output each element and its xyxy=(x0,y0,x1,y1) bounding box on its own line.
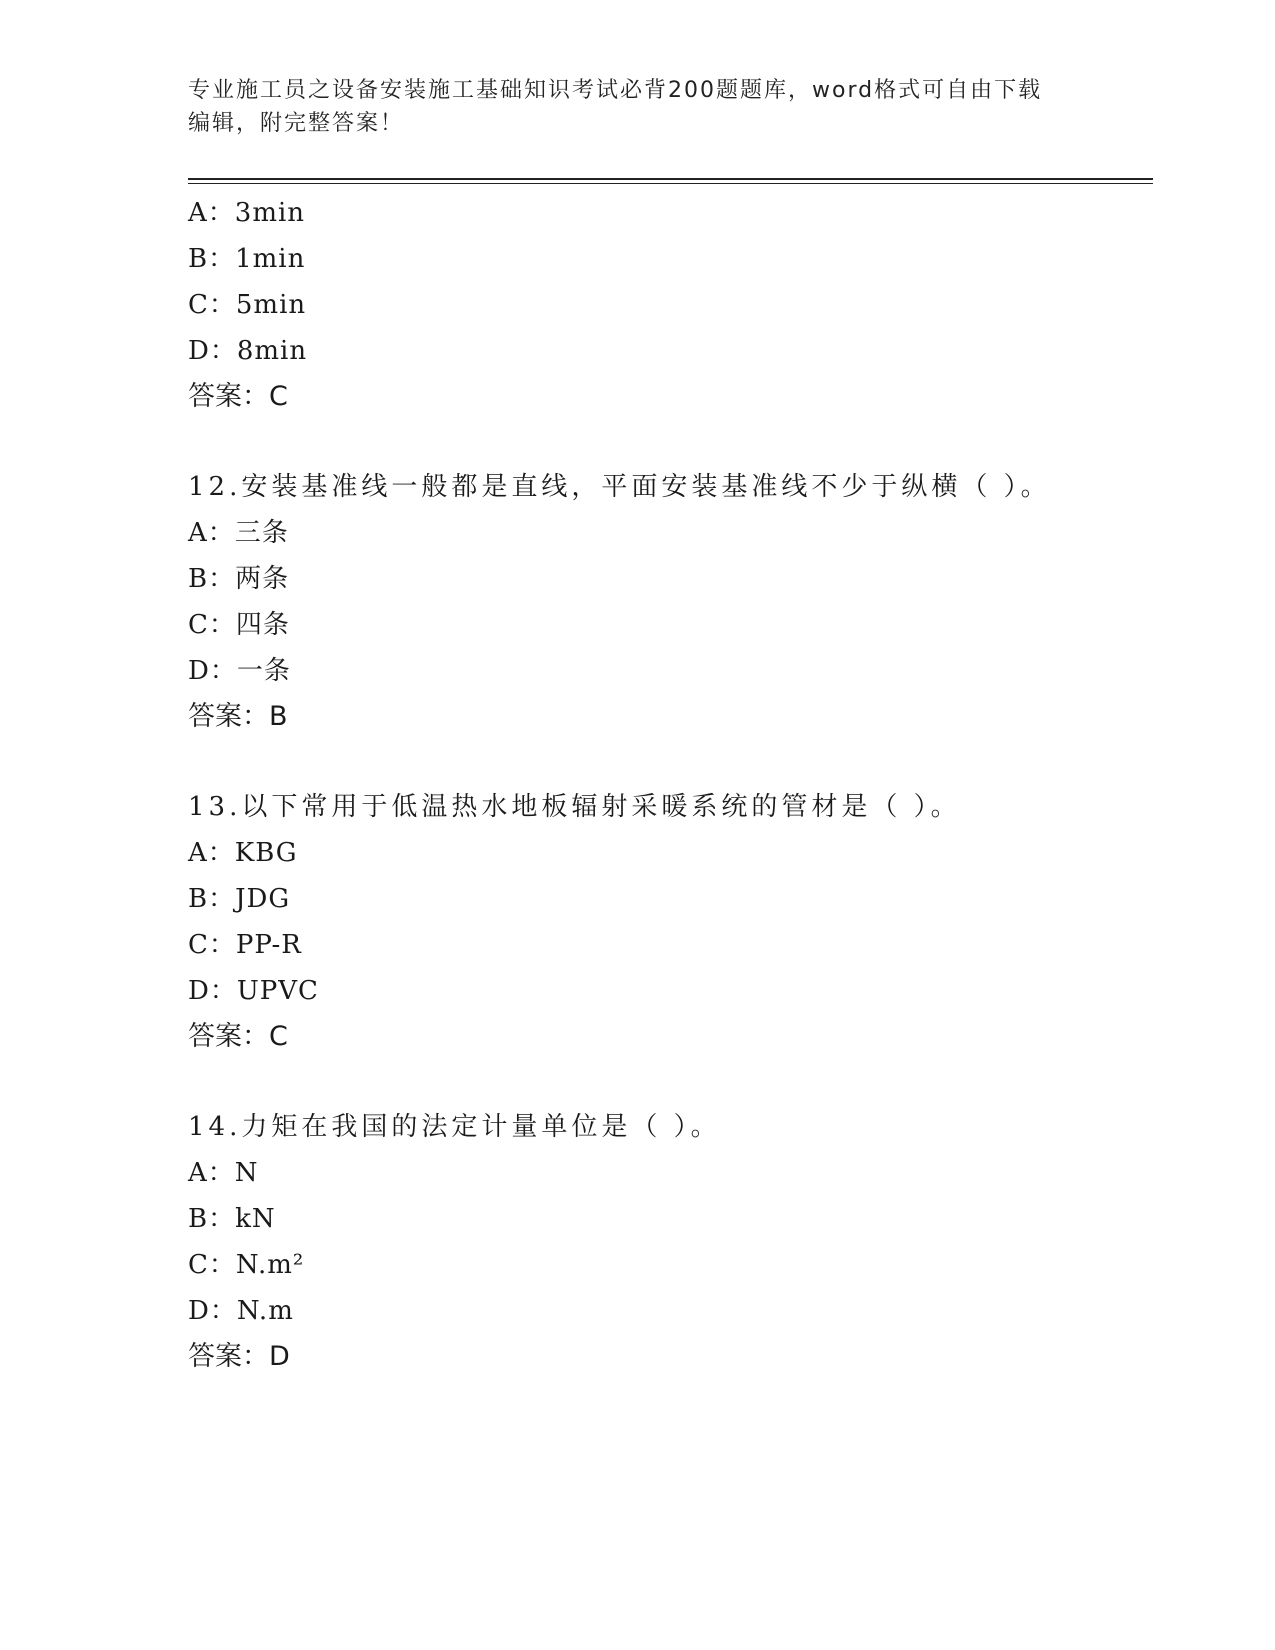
option-c: C：N.m² xyxy=(188,1250,305,1280)
question-list xyxy=(188,190,1148,1380)
option-b: B：两条 xyxy=(188,564,290,594)
option-d: D：UPVC xyxy=(188,976,319,1006)
answer-line: 答案：D xyxy=(188,1341,290,1372)
option-d: D：8min xyxy=(188,336,308,366)
option-a: A：KBG xyxy=(188,838,298,868)
option-b: B：kN xyxy=(188,1204,276,1234)
document-header xyxy=(188,74,1088,140)
option-b: B：1min xyxy=(188,244,306,274)
question-12 xyxy=(188,464,1148,740)
answer-line: 答案：C xyxy=(188,1021,288,1052)
option-c: C：PP-R xyxy=(188,930,302,960)
option-a: A：三条 xyxy=(188,518,289,548)
option-c: C：四条 xyxy=(188,610,290,640)
header-title-line-2: 编辑，附完整答案！ xyxy=(188,111,405,136)
question-13 xyxy=(188,784,1148,1060)
header-divider-thin xyxy=(188,183,1153,184)
question-text: 13.以下常用于低温热水地板辐射采暖系统的管材是（ ）。 xyxy=(188,792,961,822)
option-b: B：JDG xyxy=(188,884,291,914)
option-a: A：N xyxy=(188,1158,259,1188)
option-c: C：5min xyxy=(188,290,307,320)
question-14 xyxy=(188,1104,1148,1380)
answer-line: 答案：B xyxy=(188,701,288,732)
question-11 xyxy=(188,190,1148,420)
header-divider-thick xyxy=(188,178,1153,180)
question-text: 14.力矩在我国的法定计量单位是（ ）。 xyxy=(188,1112,721,1142)
answer-line: 答案：C xyxy=(188,381,288,412)
header-title-line-1: 专业施工员之设备安装施工基础知识考试必背200题题库，word格式可自由下载 xyxy=(188,78,1043,103)
option-d: D：N.m xyxy=(188,1296,294,1326)
question-text: 12.安装基准线一般都是直线，平面安装基准线不少于纵横（ ）。 xyxy=(188,472,1051,502)
option-a: A：3min xyxy=(188,198,306,228)
option-d: D：一条 xyxy=(188,656,291,686)
